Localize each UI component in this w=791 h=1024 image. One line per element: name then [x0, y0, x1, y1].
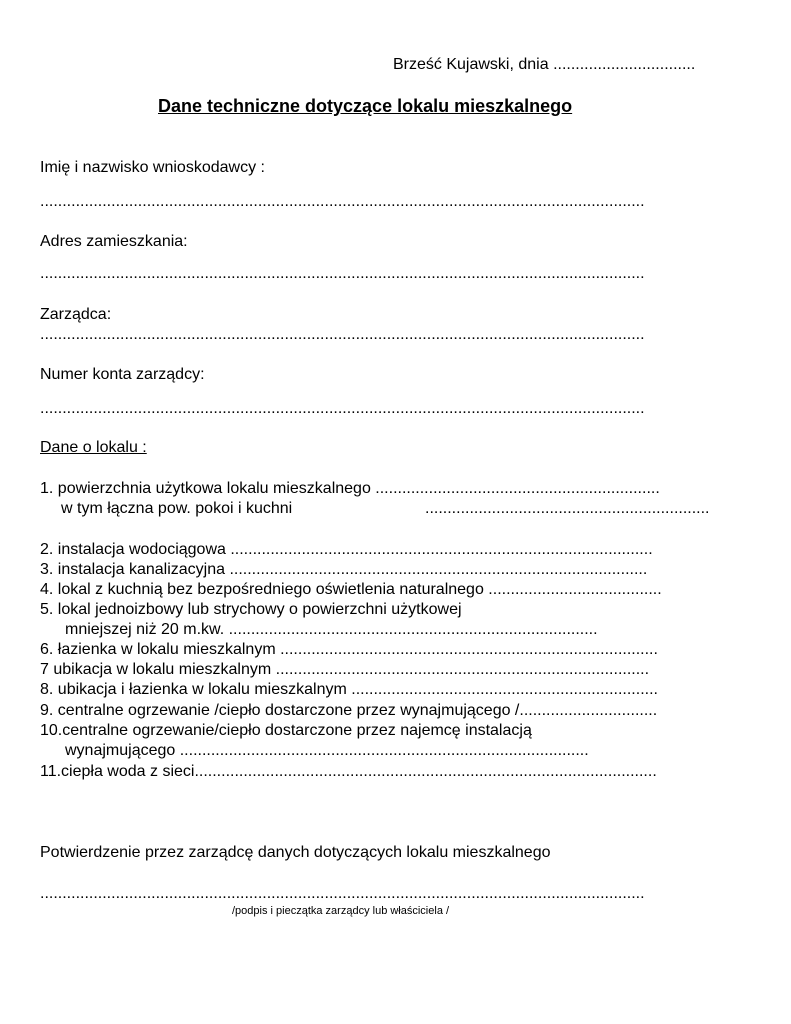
- applicant-label: Imię i nazwisko wnioskodawcy :: [40, 159, 265, 176]
- item-5-line: 5. lokal jednoizbowy lub strychowy o powierzchni użytkowej: [40, 601, 462, 618]
- item-1b-label: w tym łączna pow. pokoi i kuchni: [61, 500, 293, 517]
- item-1b-field: ................................................................: [425, 500, 710, 517]
- item-8-line: 8. ubikacja i łazienka w lokalu mieszkalnym .....................................................................: [40, 681, 658, 698]
- account-field: ........................................................................................................................................: [40, 400, 645, 417]
- item-2-line: 2. instalacja wodociągowa ...............................................................................................: [40, 541, 653, 558]
- applicant-field: ........................................................................................................................................: [40, 193, 645, 210]
- item-10-line: 10.centralne ogrzewanie/ciepło dostarczone przez najemcę instalacją: [40, 722, 532, 739]
- address-field: ........................................................................................................................................: [40, 265, 645, 282]
- item-11-line: 11.ciepła woda z sieci........................................................................................................: [40, 763, 657, 780]
- item-3-line: 3. instalacja kanalizacyjna ..............................................................................................: [40, 561, 648, 578]
- confirmation-field: ........................................................................................................................................: [40, 885, 645, 902]
- item-1-line: 1. powierzchnia użytkowa lokalu mieszkalnego ................................................................: [40, 480, 660, 497]
- address-label: Adres zamieszkania:: [40, 233, 188, 250]
- item-10b-line: wynajmującego ............................................................................................: [65, 742, 589, 759]
- item-9-line: 9. centralne ogrzewanie /ciepło dostarczone przez wynajmującego /...............................: [40, 702, 658, 719]
- manager-field: ........................................................................................................................................: [40, 326, 645, 343]
- page-title: Dane techniczne dotyczące lokalu mieszkalnego: [158, 96, 573, 116]
- signature-caption: /podpis i pieczątka zarządcy lub właściciela /: [232, 905, 450, 917]
- section-heading: Dane o lokalu :: [40, 439, 147, 456]
- item-4-line: 4. lokal z kuchnią bez bezpośredniego oświetlenia naturalnego .......................................: [40, 581, 662, 598]
- item-6-line: 6. łazienka w lokalu mieszkalnym .....................................................................................: [40, 641, 658, 658]
- manager-label: Zarządca:: [40, 306, 112, 323]
- place-date-line: Brześć Kujawski, dnia ................................: [393, 56, 696, 73]
- item-7-line: 7 ubikacja w lokalu mieszkalnym ....................................................................................: [40, 661, 650, 678]
- item-5b-line: mniejszej niż 20 m.kw. ...................................................................................: [65, 621, 598, 638]
- account-label: Numer konta zarządcy:: [40, 366, 205, 383]
- confirmation-label: Potwierdzenie przez zarządcę danych dotyczących lokalu mieszkalnego: [40, 844, 551, 861]
